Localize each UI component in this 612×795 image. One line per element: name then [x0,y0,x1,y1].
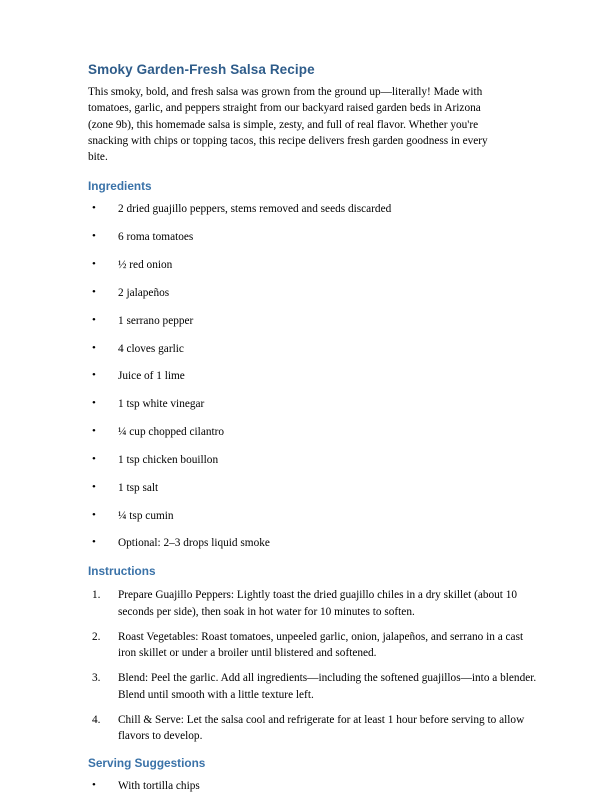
serving-suggestions-list [88,779,524,794]
list-item: • With tortilla chips [88,779,524,794]
section-heading-serving-suggestions: Serving Suggestions [88,756,206,771]
list-item: • 1 tsp chicken bouillon [88,453,524,468]
list-item: • ¼ tsp cumin [88,509,524,524]
list-item: • 6 roma tomatoes [88,230,524,245]
list-item: • ½ red onion [88,258,524,273]
list-item: Prepare Guajillo Peppers: Lightly toast the dried guajillo chiles in a dry skillet (about 10 seconds per side), then soak in hot water for 10 minutes to soften. [118,589,518,618]
section-heading-ingredients: Ingredients [88,179,152,194]
intro-paragraph: This smoky, bold, and fresh salsa was grown from the ground up—literally! Made with tomatoes, garlic, and peppers straight from our backyard raised garden beds in Arizona (zone 9b), this homemade salsa is simple, zesty, and full of real flavor. Whether you're snacking with chips or topping tacos, this recipe delivers fresh garden goodness in every bite. [88,86,488,164]
list-item: • 4 cloves garlic [88,342,524,357]
list-item: Chill & Serve: Let the salsa cool and refrigerate for at least 1 hour before serving to allow flavors to develop. [118,713,525,743]
page-title: Smoky Garden-Fresh Salsa Recipe [88,62,315,77]
list-item: • Optional: 2–3 drops liquid smoke [88,536,524,551]
list-item: • 2 jalapeños [88,286,524,301]
list-item: Roast Vegetables: Roast tomatoes, unpeeled garlic, onion, jalapeños, and serrano in a cast iron skillet or under a broiler until blistered and softened. [118,630,524,660]
list-item: • 1 serrano pepper [88,314,524,329]
instructions-list [88,587,537,744]
list-item: • Juice of 1 lime [88,369,524,384]
list-item: • 2 dried guajillo peppers, stems removed and seeds discarded [88,202,524,217]
list-item: • 1 tsp white vinegar [88,397,524,412]
list-item: • ¼ cup chopped cilantro [88,425,524,440]
ingredients-list [88,202,524,551]
list-item: • 1 tsp salt [88,481,524,496]
list-item: Blend: Peel the garlic. Add all ingredients—including the softened guajillos—into a blender. Blend until smooth with a little texture left. [118,672,537,701]
section-heading-instructions: Instructions [88,564,156,579]
